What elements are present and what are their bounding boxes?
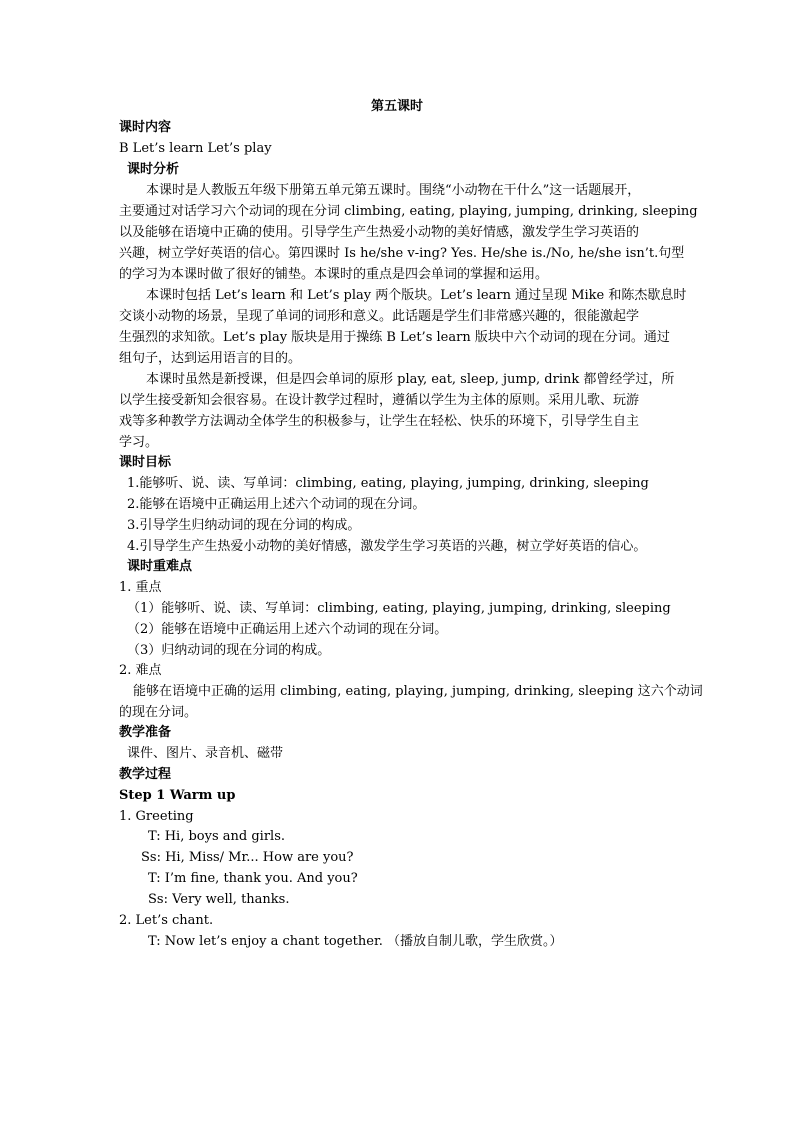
- focus-item: （1）能够听、说、读、写单词：climbing, eating, playing, jumping, drinking, sleeping: [127, 601, 671, 616]
- analysis-line: 以及能够在语境中正确的使用。引导学生产生热爱小动物的美好情感，激发学生学习英语的: [119, 225, 640, 240]
- objective-item: 2.能够在语境中正确运用上述六个动词的现在分词。: [127, 497, 426, 512]
- analysis-line: 生强烈的求知欲。Let’s play 版块是用于操练 B Let’s learn 版块中六个动词的现在分词。通过: [119, 330, 670, 345]
- difficulty-label: 2. 难点: [119, 663, 162, 678]
- preparation-heading: 教学准备: [119, 725, 172, 740]
- content-heading: 课时内容: [119, 120, 172, 135]
- dialogue-line: T: I’m fine, thank you. And you?: [148, 871, 358, 886]
- analysis-line: 交谈小动物的场景，呈现了单词的词形和意义。此话题是学生们非常感兴趣的，很能激起学: [119, 309, 640, 324]
- analysis-line: 的学习为本课时做了很好的铺垫。本课时的重点是四会单词的掌握和运用。: [119, 267, 549, 282]
- objective-item: 4.引导学生产生热爱小动物的美好情感，激发学生学习英语的兴趣，树立学好英语的信心。: [127, 539, 647, 554]
- analysis-line: 本课时虽然是新授课，但是四会单词的原形 play, eat, sleep, jump, drink 都曾经学过，所: [146, 372, 675, 387]
- objective-item: 3.引导学生归纳动词的现在分词的构成。: [127, 518, 361, 533]
- analysis-line: 本课时是人教版五年级下册第五单元第五课时。围绕“小动物在干什么”这一话题展开，: [146, 183, 641, 198]
- keypoints-heading: 课时重难点: [127, 559, 193, 574]
- dialogue-line: T: Hi, boys and girls.: [148, 829, 286, 844]
- dialogue-line: Ss: Very well, thanks.: [148, 892, 290, 907]
- analysis-line: 本课时包括 Let’s learn 和 Let’s play 两个版块。Let’s learn 通过呈现 Mike 和陈杰歇息时: [146, 288, 687, 303]
- analysis-line: 兴趣，树立学好英语的信心。第四课时 Is he/she v-ing? Yes. He/she is./No, he/she isn’t.句型: [119, 246, 685, 261]
- content-text: B Let’s learn Let’s play: [119, 141, 272, 156]
- objectives-heading: 课时目标: [119, 455, 172, 470]
- focus-label: 1. 重点: [119, 580, 162, 595]
- analysis-line: 组句子，达到运用语言的目的。: [119, 351, 302, 366]
- objective-item: 1.能够听、说、读、写单词：climbing, eating, playing, jumping, drinking, sleeping: [127, 476, 649, 491]
- difficulty-line: 的现在分词。: [119, 705, 198, 720]
- process-heading: 教学过程: [119, 767, 172, 782]
- preparation-text: 课件、图片、录音机、磁带: [127, 746, 284, 761]
- analysis-line: 主要通过对话学习六个动词的现在分词 climbing, eating, playing, jumping, drinking, sleeping: [119, 204, 698, 219]
- step-heading: Step 1 Warm up: [119, 788, 236, 803]
- dialogue-line: Ss: Hi, Miss/ Mr... How are you?: [141, 850, 354, 865]
- chant-label: 2. Let’s chant.: [119, 913, 214, 928]
- analysis-line: 学习。: [119, 435, 159, 450]
- difficulty-line: 能够在语境中正确的运用 climbing, eating, playing, jumping, drinking, sleeping 这六个动词: [133, 684, 703, 699]
- analysis-heading: 课时分析: [127, 162, 180, 177]
- chant-line: T: Now let’s enjoy a chant together. （播放自制儿歌，学生欣赏。）: [148, 934, 563, 949]
- page-title: 第五课时: [370, 99, 423, 114]
- analysis-line: 戏等多种教学方法调动全体学生的积极参与，让学生在轻松、快乐的环境下，引导学生自主: [119, 414, 640, 429]
- focus-item: （2）能够在语境中正确运用上述六个动词的现在分词。: [127, 622, 448, 637]
- analysis-line: 以学生接受新知会很容易。在设计教学过程时，遵循以学生为主体的原则。采用儿歌、玩游: [119, 393, 640, 408]
- greeting-label: 1. Greeting: [119, 809, 194, 824]
- focus-item: （3）归纳动词的现在分词的构成。: [127, 643, 331, 658]
